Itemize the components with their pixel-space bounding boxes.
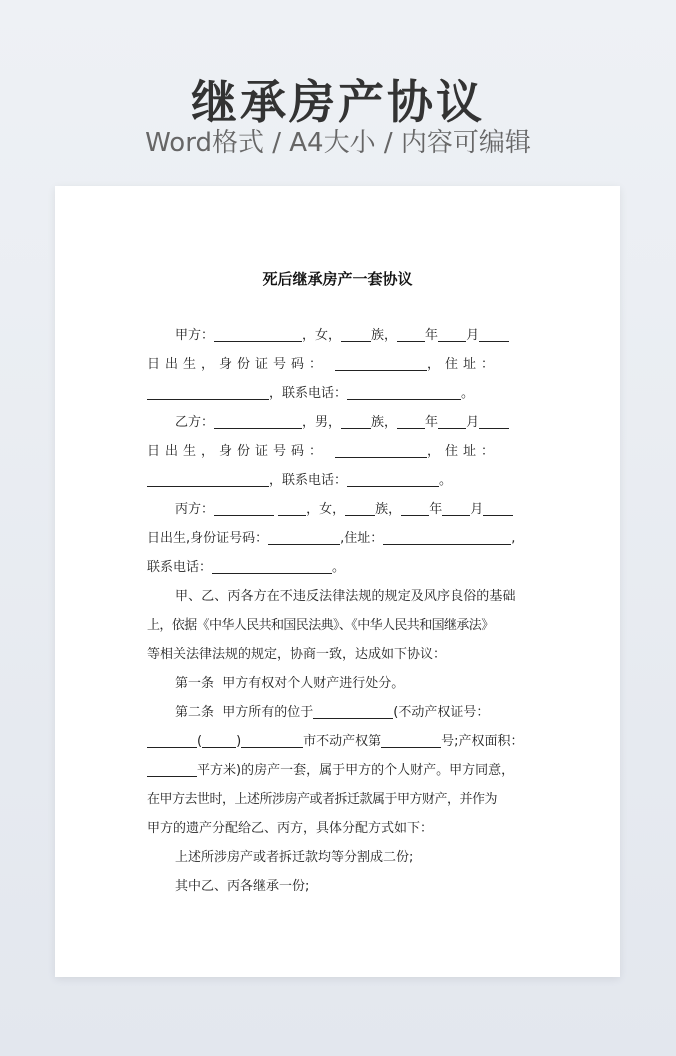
party-b-label: 乙方：	[175, 415, 215, 430]
document-page	[55, 186, 620, 977]
page-subtitle: Word格式 / A4大小 / 内容可编辑	[145, 128, 531, 158]
text: 上述所涉房产或者拆迁款均等分割成二份;	[175, 850, 414, 865]
text: ，联系电话：	[269, 386, 348, 401]
blank	[381, 731, 441, 748]
text: 其中乙、丙各继承一份;	[175, 879, 310, 894]
blank	[313, 702, 393, 719]
list-item	[147, 843, 531, 872]
blank	[147, 760, 197, 777]
text: ，住址：	[427, 444, 500, 459]
blank	[214, 499, 274, 516]
text: 月	[470, 502, 484, 517]
blank	[479, 325, 509, 342]
text: ，女，	[306, 502, 346, 517]
blank	[438, 325, 466, 342]
blank	[341, 325, 371, 342]
text: 年	[425, 328, 439, 343]
paragraph-line	[147, 582, 531, 611]
blank	[241, 731, 303, 748]
party-b-line-2	[147, 437, 531, 466]
text: 在甲方去世时，上述所涉房产或者拆迁款属于甲方财产，并作为	[147, 792, 498, 807]
text: ，联系电话：	[269, 473, 348, 488]
text: ,住址：	[340, 531, 384, 546]
text: ，男，	[302, 415, 342, 430]
party-a-line-3	[147, 379, 531, 408]
paragraph-line	[147, 640, 531, 669]
text: (不动产权证号：	[393, 705, 490, 720]
text: 。	[461, 386, 475, 401]
text: 联系电话：	[147, 560, 213, 575]
party-c-line-2	[147, 524, 531, 553]
party-a-label: 甲方：	[175, 328, 215, 343]
blank	[147, 383, 269, 400]
text: 甲、乙、丙各方在不违反法律法规的规定及风序良俗的基础	[175, 589, 516, 604]
text: 第一条 甲方有权对个人财产进行处分。	[175, 676, 405, 691]
text: 平方米)的房产一套，属于甲方的个人财产。甲方同意，	[197, 763, 515, 778]
blank	[347, 470, 439, 487]
text: 年	[425, 415, 439, 430]
text: 。	[439, 473, 453, 488]
document-body	[147, 321, 531, 901]
text: ,	[511, 531, 516, 546]
text: ，住址：	[427, 357, 500, 372]
text: 市不动产权第	[303, 734, 382, 749]
text: 等相关法律法规的规定，协商一致，达成如下协议：	[147, 647, 447, 662]
article-2-line-2	[147, 727, 531, 756]
party-c-label: 丙方：	[175, 502, 215, 517]
party-a-line-2	[147, 350, 531, 379]
blank	[335, 441, 427, 458]
blank	[397, 325, 425, 342]
blank	[202, 731, 236, 748]
blank	[438, 412, 466, 429]
paragraph-line	[147, 785, 531, 814]
text: 日出生,身份证号码：	[147, 531, 269, 546]
blank	[397, 412, 425, 429]
blank	[147, 731, 197, 748]
document-title: 死后继承房产一套协议	[262, 270, 413, 288]
blank	[401, 499, 429, 516]
text: 年	[429, 502, 443, 517]
list-item	[147, 872, 531, 901]
blank	[212, 557, 332, 574]
article-2-line-3	[147, 756, 531, 785]
blank	[483, 499, 513, 516]
blank	[383, 528, 511, 545]
paragraph-line	[147, 611, 531, 640]
text: 第二条 甲方所有的位于	[175, 705, 314, 720]
text: 甲方的遗产分配给乙、丙方，具体分配方式如下：	[147, 821, 434, 836]
page-title: 继承房产协议	[191, 75, 485, 129]
party-c-line-1	[147, 495, 531, 524]
text: 。	[332, 560, 346, 575]
article-2-line-1	[147, 698, 531, 727]
blank	[341, 412, 371, 429]
blank	[147, 470, 269, 487]
party-b-line-3	[147, 466, 531, 495]
article-1	[147, 669, 531, 698]
text: )	[236, 734, 242, 749]
party-a-line-1	[147, 321, 531, 350]
text: 上，依据《中华人民共和国民法典》、《中华人民共和国继承法》	[147, 618, 494, 633]
blank	[479, 412, 509, 429]
text: 族，	[371, 415, 398, 430]
text: 日出生，身份证号码：	[147, 357, 328, 372]
blank	[268, 528, 340, 545]
blank	[278, 499, 306, 516]
paragraph-line	[147, 814, 531, 843]
text: 月	[466, 328, 480, 343]
party-c-line-3	[147, 553, 531, 582]
text: ，女，	[302, 328, 342, 343]
blank	[442, 499, 470, 516]
text: 日出生，身份证号码：	[147, 444, 328, 459]
blank	[214, 325, 302, 342]
blank	[214, 412, 302, 429]
party-b-line-1	[147, 408, 531, 437]
text: 族，	[375, 502, 402, 517]
text: (	[197, 734, 203, 749]
text: 号;产权面积：	[441, 734, 524, 749]
blank	[347, 383, 461, 400]
blank	[345, 499, 375, 516]
blank	[335, 354, 427, 371]
text: 族，	[371, 328, 398, 343]
text: 月	[466, 415, 480, 430]
